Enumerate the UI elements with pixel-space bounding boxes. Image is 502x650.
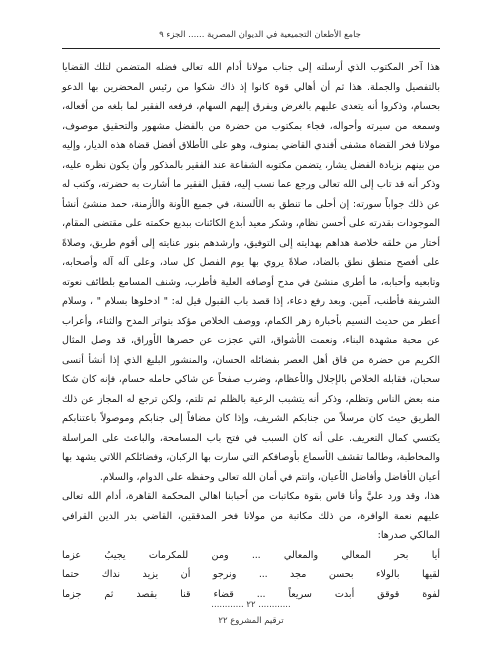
- verse-word: ...: [258, 569, 268, 580]
- verse-word: أبدت: [334, 588, 355, 600]
- verse-word: قنا: [180, 588, 191, 600]
- verse-word: ومن: [211, 549, 229, 561]
- page-number: ترقيم المشروع ٢٢: [218, 616, 284, 626]
- verse-word: حتما: [62, 569, 80, 580]
- paragraph: هذا آخر المكتوب الذي أرسلته إلى جناب مولانا أدام الله تعالى فضله المتضمن لتلك القضايا بالتفصيل والجملة. هذا ثم أن أهالي قوة كانوا إذ ذاك شكوا من رئيس المحضرين بها الدعو بحسام، وذكروا أنه يتعدى عليهم بالغرض ويفرق إليهم السهام، فرفعه الفقير لما بلغه من أفعاله، وسمعه من سيرته وأحواله، فجاء بمكتوب من حضرة من بالفضل مشهور والتحقيق موصوف، مولانا فخر القضاة مشفى أفندي القاضي بمنوف، وهو على الأطلاق أفضل قضاة هذه الديار، وإليه من بينهم بزيادة الفضل يشار، يتضمن مكتوبه الشفاعة عند الفقير بالمذكور وأن يكون نظره عليه، وذكر أنه قد تاب إلى الله تعالى ورجع عما نسب إليه، فقبل الفقير ما أشارت به حضرته، وكتب له عن ذلك جواباً سورته: إن أحلى ما تنطق به الألسنة، في جميع الأونة والأزمنة، حمد منشئ أنشأ الموجودات بقدرته على أحسن نظام، وشكر معيد أبدع الكائنات ببديع حكمته على مقتضى المقام، أختار من خلقه خلاصة هداهم بهدايته إلى التوفيق، وارشدهم بنور عنايته إلى أقوم طريق، وصلاةً على أفصح منطق نطق بالضاد، صلاةً يروي بها يوم الفصل كل ساد، وعلى آله آله وأصحابه، وتابعيه وأحبابه، ما أطرى منشئ في مدح أوصافه العلية فأطرب، وشنف المسامع بلطائف نعوته الشريفة فأطنب، آمين. وبعد رفع دعاء، إذا قصد باب القبول قيل له: " ادخلوها بسلام " ، وسلام أعطر من حديث النسيم بأخبارة زهر الكمام، ووصف الخلاص مؤكد بتواتر المدح والثناء، وأعراب عن محبة مشهدة البناء، ونعمت الأشواق، التي عجزت عن حصرها الأوراق، قد وصل المثال الكريم من حضرة من قاق أهل العصر بفضائله الحسان، والمنشور البليغ الذي إذا أنشأ أنسى سحبان، فقابله الخلاص بالإجلال والأعظام، وضرب صفحاً عن شاكي حامله حسام، فإنه كان شكا منه بعض الناس وتظلم، وذكر أنه يتشبب الرعية بالظلم ثم تلتم، ولكن ترجع له المجاز عن ذلك الطريق حيث كان مرسلاً من جنابكم الشريف، وإذا كان مضافاً إلى جنابكم وموصولاً باعتنابكم يكتسي كمال التعريف. على أنه كان السبب في فتح باب المسامحة، والباعث على المراسلة والمخاطبة، وطالما تقشف الأسماع بأوصافكم التي سارت بها الركبان، وفضائلكم اللاتي يشهد بها أعيان الأفاضل وأفاضل الأعيان، وانتم في أمان الله تعالى وحفظه على الدوام، والسلام.: [62, 62, 440, 483]
- verse-word: نداك: [101, 569, 121, 580]
- verse-word: والمعالي: [283, 549, 319, 561]
- verse-word: قضاء: [213, 588, 234, 600]
- verse-word: للمكرمات: [148, 549, 189, 561]
- verse-line: [62, 565, 440, 585]
- footer-rule: ............ ٢٢ ............: [211, 600, 291, 610]
- verse-word: أيا: [431, 549, 440, 561]
- paragraph: هذا، وقد ورد عليَّ وأنا قاس بقوة مكاتبات من أحبابنا اهالي المحكمة القاهرة، أدام الله تعالى عليهم نعمة الوافرة، من ذلك مكاتبة من مولانا فخر المدققين، القاضي بدر الدين القرافي المالكي صدرها:: [62, 491, 440, 541]
- header-divider: [62, 48, 440, 49]
- verse-word: لفوة: [422, 588, 440, 600]
- verse-word: قوقق: [377, 588, 400, 600]
- verse-word: جزما: [62, 588, 82, 600]
- body-text: [62, 58, 440, 604]
- verse-line: [62, 546, 440, 566]
- verse-word: عزما: [62, 549, 82, 561]
- verse-word: مجد: [289, 569, 307, 580]
- verse-word: أن: [180, 569, 191, 580]
- verse-word: بالولاء: [376, 569, 400, 580]
- verse-word: لقيها: [421, 569, 440, 580]
- verse-word: بحر: [394, 549, 409, 561]
- verse-word: بقصد: [136, 588, 158, 600]
- verse-word: المعالي: [341, 549, 371, 561]
- verse-word: يجيبُ: [104, 549, 126, 561]
- verse-word: ...: [251, 549, 261, 561]
- verse-word: بحسن: [328, 569, 354, 580]
- verse-word: ثم: [104, 588, 114, 600]
- verse-word: سريعاً: [288, 588, 312, 600]
- verse-word: يزيد: [142, 569, 159, 580]
- verse-word: ...: [256, 588, 266, 600]
- running-header: جامع الأطعان التجميعية في الديوان المصرية ...... الجزء ٩: [159, 30, 361, 40]
- verse-word: ونرجو: [212, 569, 237, 580]
- page-footer: [0, 600, 502, 626]
